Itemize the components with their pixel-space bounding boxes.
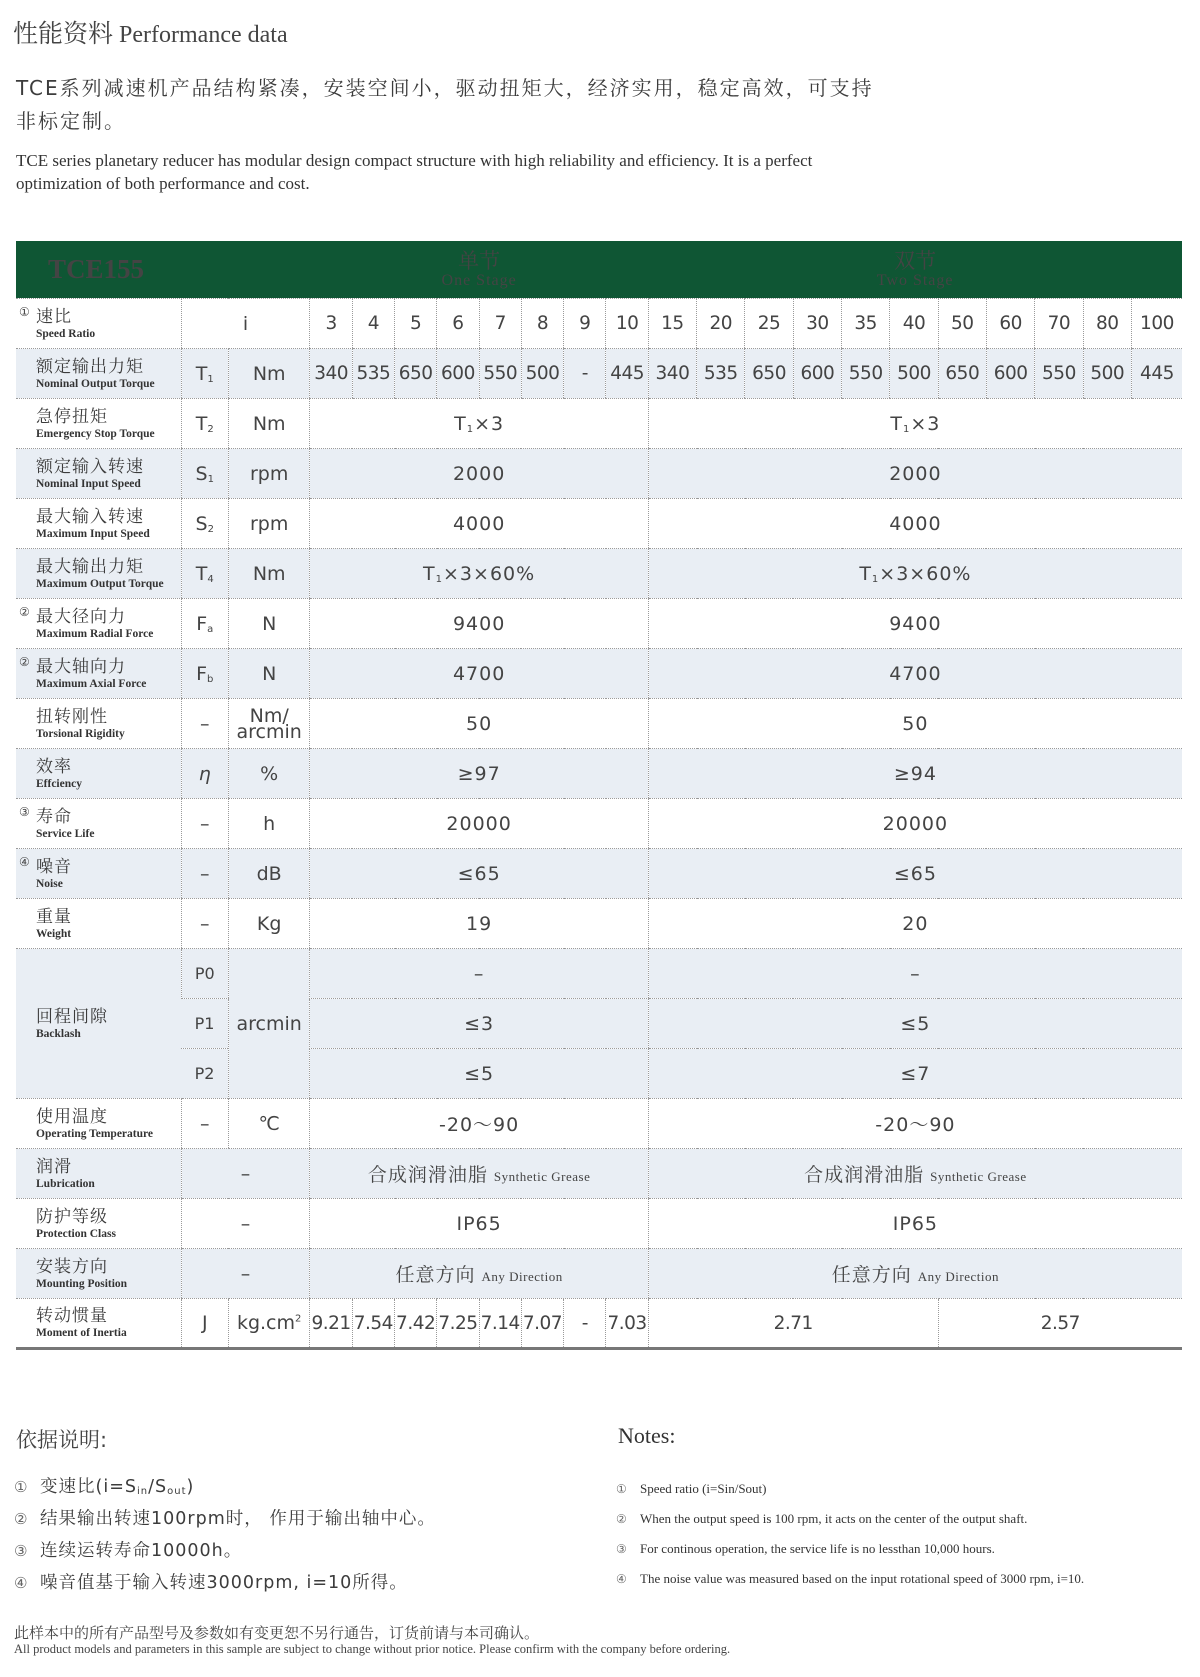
note-en-4: ④ The noise value was measured based on the input rotational speed of 3000 rpm, i=10. [616, 1571, 1085, 1586]
page-title [13, 14, 288, 50]
page-title-cn: 性能资料 [13, 19, 114, 48]
performance-table [16, 241, 1182, 1350]
row-mounting-position: 安装方向 Mounting Position – 任意方向 Any Direction 任意方向 Any Direction [16, 1249, 1182, 1299]
intro-en: TCE series planetary reducer has modular design compact structure with high reliability and efficiency. It is a perfect optimization of both performance and cost. [16, 151, 813, 193]
label-speed-ratio: ① 速比 Speed Ratio [16, 299, 181, 349]
note-en-3: ③ For continous operation, the service life is no lessthan 10,000 hours. [616, 1541, 995, 1556]
row-backlash-p1: P1 ≤3 ≤5 [16, 999, 1182, 1049]
row-torsional-rigidity: 扭转刚性 Torsional Rigidity – Nm/ arcmin 50 50 [16, 699, 1182, 749]
row-max-radial-force: ② 最大径向力 Maximum Radial Force $F_a$ N 9400 9400 [16, 599, 1182, 649]
intro-cn: TCE系列减速机产品结构紧凑，安装空间小，驱动扭矩大，经济实用，稳定高效，可支持非标定制。 [16, 76, 874, 133]
row-noise: ④ 噪音 Noise – dB ≤65 ≤65 [16, 849, 1182, 899]
row-operating-temperature: 使用温度 Operating Temperature – ℃ -20～90 -20～90 [16, 1099, 1182, 1149]
model-name: TCE155 [16, 241, 310, 299]
note-en-1: ① Speed ratio (i=Sin/Sout) [616, 1481, 767, 1496]
row-max-input-speed: 最大输入转速 Maximum Input Speed $S_2$ rpm 4000 4000 [16, 499, 1182, 549]
row-weight: 重量 Weight – Kg 19 20 [16, 899, 1182, 949]
row-backlash-p2: P2 ≤5 ≤7 [16, 1049, 1182, 1099]
row-protection-class: 防护等级 Protection Class – IP65 IP65 [16, 1199, 1182, 1249]
row-nominal-input-speed: 额定输入转速 Nominal Input Speed $S_1$ rpm 2000 2000 [16, 449, 1182, 499]
label-backlash: 回程间隙 Backlash [16, 949, 181, 1099]
note-en-2: ② When the output speed is 100 rpm, it acts on the center of the output shaft. [616, 1511, 1028, 1526]
row-efficiency: 效率 Effciency η % ≥97 ≥94 [16, 749, 1182, 799]
notes-cn-title: 依据说明: [16, 1428, 108, 1452]
row-lubrication: 润滑 Lubrication – 合成润滑油脂 Synthetic Grease 合成润滑油脂 Synthetic Grease [16, 1149, 1182, 1199]
disclaimer-en: All product models and parameters in this sample are subject to change without prior notice. Please confirm with the company before ordering. [14, 1642, 731, 1656]
note-cn-3: ③ 连续运转寿命10000h。 [14, 1541, 243, 1561]
disclaimer-cn: 此样本中的所有产品型号及参数如有变更恕不另行通告，订货前请与本司确认。 [14, 1624, 540, 1642]
row-moment-of-inertia: 转动惯量 Moment of Inertia J $kg.cm^2$ 9.21 7.54 7.42 7.25 7.14 7.07 - 7.03 2.71 2.57 [16, 1299, 1182, 1349]
one-stage-header: 单节 One Stage [310, 241, 648, 299]
row-service-life: ③ 寿命 Service Life – h 20000 20000 [16, 799, 1182, 849]
notes-en-title: Notes: [618, 1423, 676, 1448]
table-header [16, 241, 1182, 299]
page-title-en: Performance data [119, 22, 288, 48]
row-max-output-torque: 最大输出力矩 Maximum Output Torque $T_4$ Nm $T_1\times 3\times 60\%$ $T_1\times 3\times 60\%$ [16, 549, 1182, 599]
row-nominal-output-torque: 额定输出力矩 Nominal Output Torque $T_1$ Nm 340 535 650 600 550 500 - 445 340 535 650 600 550 500 650 600 550 500 445 [16, 349, 1182, 399]
row-max-axial-force: ② 最大轴向力 Maximum Axial Force $F_b$ N 4700 4700 [16, 649, 1182, 699]
notes-cn-list [14, 1471, 436, 1599]
note-cn-2: ② 结果输出转速100rpm时， 作用于输出轴中心。 [14, 1509, 436, 1529]
row-backlash-p0: 回程间隙 Backlash P0 arcmin – – [16, 949, 1182, 999]
row-emergency-stop-torque: 急停扭矩 Emergency Stop Torque $T_2$ Nm $T_1\times 3$ $T_1\times 3$ [16, 399, 1182, 449]
note-cn-1: ① 变速比$(i=S_{in}/S_{out})$ [14, 1477, 195, 1497]
note-cn-4: ④ 噪音值基于输入转速3000rpm, i=10所得。 [14, 1573, 408, 1593]
row-speed-ratio: ① 速比 Speed Ratio i 3 4 5 6 7 8 9 10 15 20 25 30 35 40 50 60 70 80 100 [16, 299, 1182, 349]
notes-en-list [616, 1474, 1084, 1594]
two-stage-header: 双节 Two Stage [648, 241, 1182, 299]
